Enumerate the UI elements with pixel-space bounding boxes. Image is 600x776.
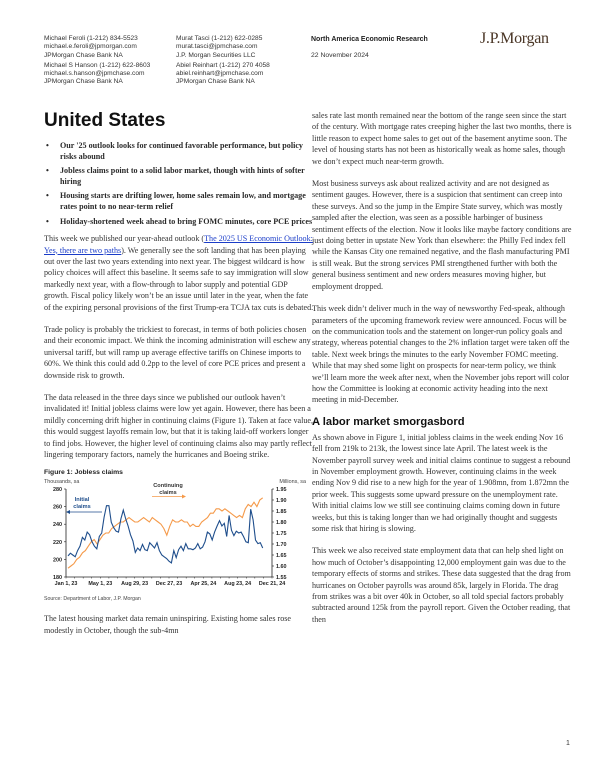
contact-feroli: [44, 35, 176, 60]
key-points-list: [44, 141, 314, 227]
report-date: 22 November 2024: [311, 52, 369, 59]
continuing-claims-annotation: [152, 483, 186, 499]
left-axis-units: Thousands, sa: [44, 479, 80, 486]
svg-text:Dec 27, 23: Dec 27, 23: [155, 581, 183, 588]
jpmorgan-logo: J.P.Morgan: [480, 30, 549, 47]
outlook-report-link[interactable]: The 2025 US Economic Outlook: Yes, there are two paths: [44, 234, 313, 255]
svg-text:1.85: 1.85: [276, 509, 287, 516]
report-header: [311, 36, 428, 59]
svg-text:Continuing: Continuing: [153, 483, 183, 490]
paragraph-text: ). We generally see the soft landing that has been playing out over the last two years extending into next year. The biggest wildcard is how policy choices will affect this baseline. It seems safe to say immigration will slow markedly next year, with a flow-through to labor supply and potential GDP growth. Fiscal policy likely won’t be an issue until later in the year, when the fate of the expiring personal provisions of the first Trump-era TCJA tax cuts is debated.: [44, 245, 314, 312]
contact-entity: JPMorgan Chase Bank NA: [176, 78, 255, 86]
paragraph-data-released: The data released in the three days since we published our outlook haven’t invalidated it! Initial jobless claims were low yet again. However, there has been a mildly concerning drift higher in continuing claims (Figure 1). Taken at face value, this would suggest layoffs remain low, but that it is taking laid-off workers longer to find jobs. However, the higher level of continuing claims also may partly reflect lingering temporary factors, namely the hurricanes and Boeing strike.: [44, 393, 313, 460]
svg-text:Dec 21, 24: Dec 21, 24: [258, 581, 286, 588]
svg-text:1.75: 1.75: [276, 531, 287, 538]
page-number: 1: [566, 740, 570, 747]
svg-text:240: 240: [53, 522, 62, 529]
initial-claims-line: [68, 506, 263, 563]
paragraph-labor-market: As shown above in Figure 1, initial jobless claims in the week ending Nov 16 fell from 219k to 213k, the lowest since late April. The latest week is the November payroll survey week and initial claims continue to suggest a rebound in November employment growth. However, continuing claims in the week ending Nov 9 did rise to a new high for the year of 1.908mn, from 1.872mn the prior week. This suggests some upward pressure on the unemployment rate. With initial claims low we still see continuing claims coming down in future weeks, but this is taking longer than we had originally thought and suggests some risk that hiring is slowing.: [312, 432, 571, 533]
svg-text:1.90: 1.90: [276, 498, 287, 505]
contact-email[interactable]: michael.e.feroli@jpmorgan.com: [44, 43, 137, 51]
contact-email[interactable]: murat.tasci@jpmchase.com: [176, 43, 258, 51]
svg-text:1.60: 1.60: [276, 564, 287, 571]
contact-email[interactable]: abiel.reinhart@jpmchase.com: [176, 70, 264, 78]
svg-text:1.70: 1.70: [276, 542, 287, 549]
paragraph-fed-speak: This week didn’t deliver much in the way of newsworthy Fed-speak, although parameters of the upcoming framework review were announced. Focus will be on the communication tools and the statement on longer-run policy goals and strategy, whereas potential changes to the 2% inflation target were taken off the table. Next week brings the minutes to the early November FOMC meeting. While that may shed some light on prospects for near-term policy, we think we’ll learn more the week after next, when the November jobs report will color how the Committee is looking at economic activity heading into the next meeting in mid-December.: [312, 304, 570, 405]
svg-text:Initial: Initial: [74, 497, 90, 504]
paragraph-housing: The latest housing market data remain uninspiring. Existing home sales rose modestly in October, though the sub-4mn: [44, 614, 292, 635]
contact-tasci: [176, 35, 304, 60]
department-name: North America Economic Research: [311, 36, 428, 43]
section-heading: A labor market smorgasbord: [312, 415, 465, 428]
right-axis-units: Millions, sa: [279, 479, 306, 486]
paragraph-business-surveys: Most business surveys ask about realized activity and are not designed as sentiment gauges. However, there is a suspicion that sentiment can creep into these surveys. And so the jump in the Empire State survey, which was mostly sampled after the election, was seen as a possible harbinger of business sentiment effects of the election. Now it looks like maybe factory conditions are just doing better in upstate New York than elsewhere: the Philly Fed index fell while the Kansas City one remained negative, and the flash manufacturing PMI is still weak. But the strong services PMI strengthened further with both the general business sentiment and new orders measures moving higher, but employment dropped.: [312, 179, 572, 291]
right-column: [312, 110, 574, 636]
svg-text:May 1, 23: May 1, 23: [88, 581, 113, 588]
svg-text:280: 280: [53, 487, 62, 494]
contact-entity: JPMorgan Chase Bank NA: [44, 51, 123, 59]
svg-text:claims: claims: [73, 504, 91, 511]
contact-entity: J.P. Morgan Securities LLC: [176, 51, 256, 59]
paragraph-text: This week we published our year-ahead outlook (: [44, 234, 205, 244]
page-title: United States: [44, 110, 166, 131]
svg-text:Apr 25, 24: Apr 25, 24: [190, 581, 217, 588]
svg-text:180: 180: [53, 575, 62, 582]
initial-claims-annotation: [66, 497, 102, 514]
svg-text:1.95: 1.95: [276, 487, 287, 494]
contact-name-phone: Murat Tasci (1-212) 622-0285: [176, 35, 263, 42]
author-contacts: [44, 35, 304, 87]
paragraph-outlook: [44, 233, 314, 313]
key-point: • Housing starts are drifting lower, home sales remain low, and mortgage rates point to no near-term relief: [44, 191, 314, 212]
contact-hanson: [44, 62, 176, 87]
svg-text:1.55: 1.55: [276, 575, 287, 582]
svg-text:claims: claims: [159, 490, 177, 497]
contact-name-phone: Abiel Reinhart (1-212) 270 4058: [176, 61, 270, 69]
contact-email[interactable]: michael.s.hanson@jpmchase.com: [44, 70, 145, 78]
svg-text:1.80: 1.80: [276, 520, 287, 527]
paragraph-home-sales: sales rate last month remained near the bottom of the range seen since the start of the century. With mortgage rates creeping higher the last two months, there is little reason to expect home sales to get out of the basement anytime soon. The level of housing starts has not been as historically weak as home sales, though we don’t expect much near-term growth.: [312, 111, 572, 166]
figure-title: Figure 1: Jobless claims: [44, 469, 123, 477]
contact-name-phone: Michael S Hanson (1-212) 622-8603: [44, 61, 151, 69]
left-column: [44, 110, 314, 647]
key-point: • Our '25 outlook looks for continued favorable performance, but policy risks abound: [44, 141, 314, 162]
figure-jobless-claims: [44, 468, 314, 605]
contact-reinhart: [176, 62, 304, 87]
svg-text:260: 260: [53, 505, 62, 512]
svg-text:200: 200: [53, 557, 62, 564]
key-point: • Jobless claims point to a solid labor market, though with hints of softer hiring: [44, 166, 314, 187]
key-point: • Holiday-shortened week ahead to bring FOMC minutes, core PCE prices: [44, 217, 314, 228]
svg-text:220: 220: [53, 540, 62, 547]
svg-text:Aug 29, 23: Aug 29, 23: [121, 581, 149, 588]
paragraph-trade-policy: Trade policy is probably the trickiest to forecast, in terms of both policies chosen and their economic impact. We think the incoming administration will eschew any universal tariff, but will ramp up average effective tariffs on Chinese imports to 60%. We think this could add 0.2pp to the level of core PCE prices and present a downside risk to growth.: [44, 325, 311, 380]
svg-text:Jan 1, 23: Jan 1, 23: [54, 581, 78, 588]
contact-name-phone: Michael Feroli (1-212) 834-5523: [44, 35, 138, 42]
contact-entity: JPMorgan Chase Bank NA: [44, 78, 123, 86]
svg-text:1.65: 1.65: [276, 553, 287, 560]
jobless-claims-chart: [44, 477, 306, 591]
svg-text:Aug 23, 24: Aug 23, 24: [224, 581, 252, 588]
paragraph-state-employment: This week we also received state employment data that can help shed light on how much of October’s disappointing 12,000 employment gain was due to the temporary effects of storms and strikes. These data suggested that the drag from hurricanes on October payrolls was around 85k, largely in Florida. The drag from strikes was a bit over 40k in October, so all told special factors probably subtracted around 125k from the payroll report. Given the October reading, that then: [312, 546, 571, 624]
figure-source: Source: Department of Labor, J.P. Morgan: [44, 595, 141, 602]
